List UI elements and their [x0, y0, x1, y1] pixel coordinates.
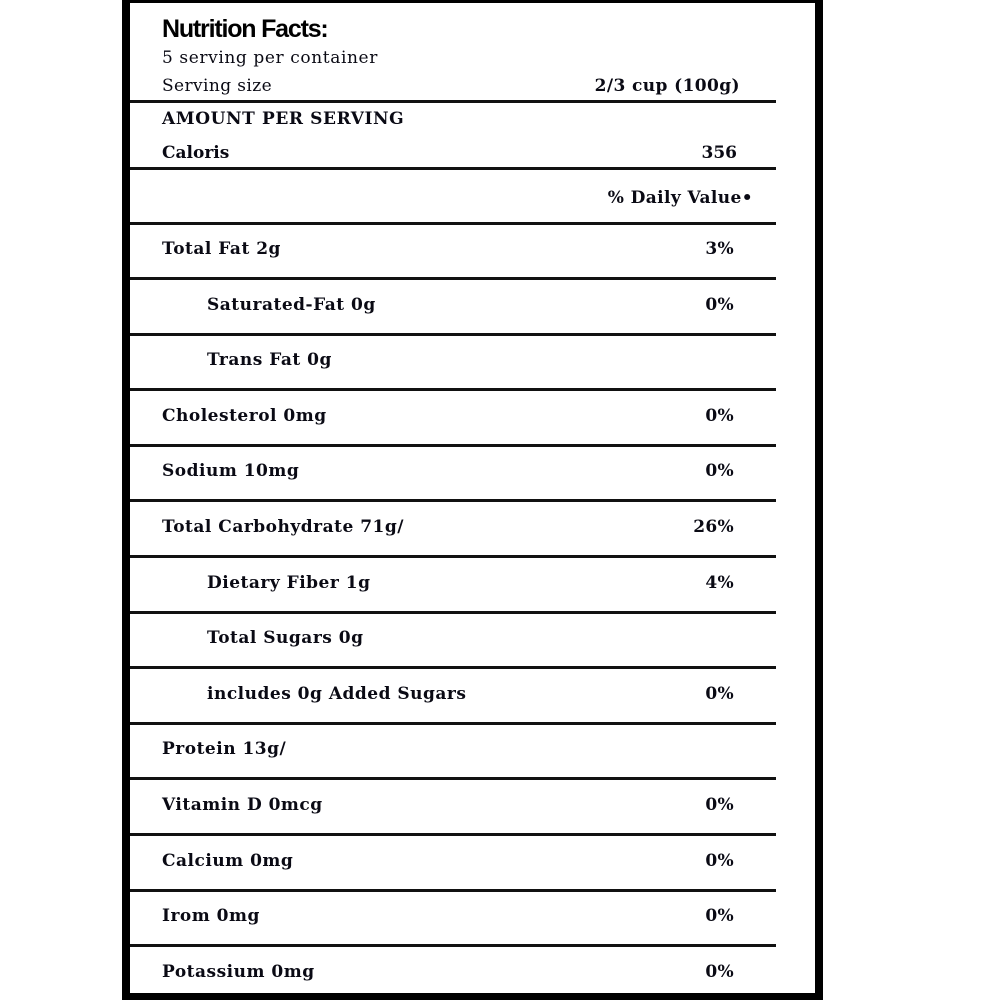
nutrient-row [130, 225, 776, 280]
divider [130, 100, 776, 103]
nutrient-name: Saturated-Fat 0g [207, 294, 376, 315]
nutrient-row [130, 837, 776, 892]
nutrient-daily-value: 0% [705, 906, 734, 927]
serving-size-row [162, 76, 740, 96]
divider [130, 833, 776, 836]
divider [130, 722, 776, 725]
nutrient-row [130, 725, 776, 780]
nutrient-name: Total Sugars 0g [207, 628, 364, 649]
nutrient-daily-value: 3% [705, 239, 734, 259]
label-title: Nutrition Facts: [162, 15, 328, 43]
divider [130, 444, 776, 447]
divider [130, 388, 776, 391]
nutrient-daily-value: 4% [705, 572, 734, 593]
nutrient-row [130, 781, 776, 836]
nutrient-name: Total Fat 2g [162, 239, 281, 259]
divider [130, 944, 776, 947]
nutrient-name: Protein 13g/ [162, 739, 287, 760]
nutrient-daily-value: 0% [705, 795, 734, 815]
nutrient-name: Calcium 0mg [162, 850, 294, 871]
nutrient-row [130, 281, 776, 336]
nutrient-row [130, 447, 776, 502]
nutrient-row [130, 948, 776, 1003]
nutrient-daily-value: 0% [705, 961, 734, 982]
servings-per-container: 5 serving per container [162, 48, 378, 68]
nutrient-name: Total Carbohydrate 71g/ [162, 517, 404, 537]
nutrient-name: Vitamin D 0mcg [162, 795, 323, 815]
divider [130, 499, 776, 502]
calories-row [162, 143, 740, 163]
divider [130, 666, 776, 669]
divider [130, 277, 776, 280]
nutrient-row [130, 614, 776, 669]
nutrient-name: Sodium 10mg [162, 461, 300, 482]
nutrient-row [130, 670, 776, 725]
nutrient-name: includes 0g Added Sugars [207, 683, 467, 704]
nutrient-row [130, 892, 776, 947]
divider [130, 777, 776, 780]
nutrient-daily-value: 26% [693, 517, 734, 537]
calories-value: 356 [701, 143, 737, 163]
nutrient-name: Trans Fat 0g [207, 350, 332, 371]
nutrient-row [130, 503, 776, 558]
nutrient-name: Irom 0mg [162, 906, 260, 927]
serving-size-value: 2/3 cup (100g) [594, 76, 740, 96]
divider [130, 167, 776, 170]
nutrient-daily-value: 0% [705, 850, 734, 871]
nutrient-row [130, 392, 776, 447]
nutrient-row [130, 559, 776, 614]
nutrient-row [130, 336, 776, 391]
nutrient-name: Cholesterol 0mg [162, 405, 327, 426]
serving-size-label: Serving size [162, 76, 273, 96]
divider [130, 333, 776, 336]
divider [130, 555, 776, 558]
nutrition-facts-label [122, 0, 823, 1000]
nutrient-daily-value: 0% [705, 461, 734, 482]
amount-per-serving-heading: AMOUNT PER SERVING [162, 109, 405, 129]
daily-value-header: % Daily Value• [607, 188, 753, 208]
divider [130, 611, 776, 614]
divider [130, 889, 776, 892]
nutrient-daily-value: 0% [705, 294, 734, 315]
nutrient-daily-value: 0% [705, 405, 734, 426]
nutrient-name: Potassium 0mg [162, 961, 315, 982]
nutrient-daily-value: 0% [705, 683, 734, 704]
calories-label: Caloris [162, 143, 230, 163]
nutrient-name: Dietary Fiber 1g [207, 572, 371, 593]
